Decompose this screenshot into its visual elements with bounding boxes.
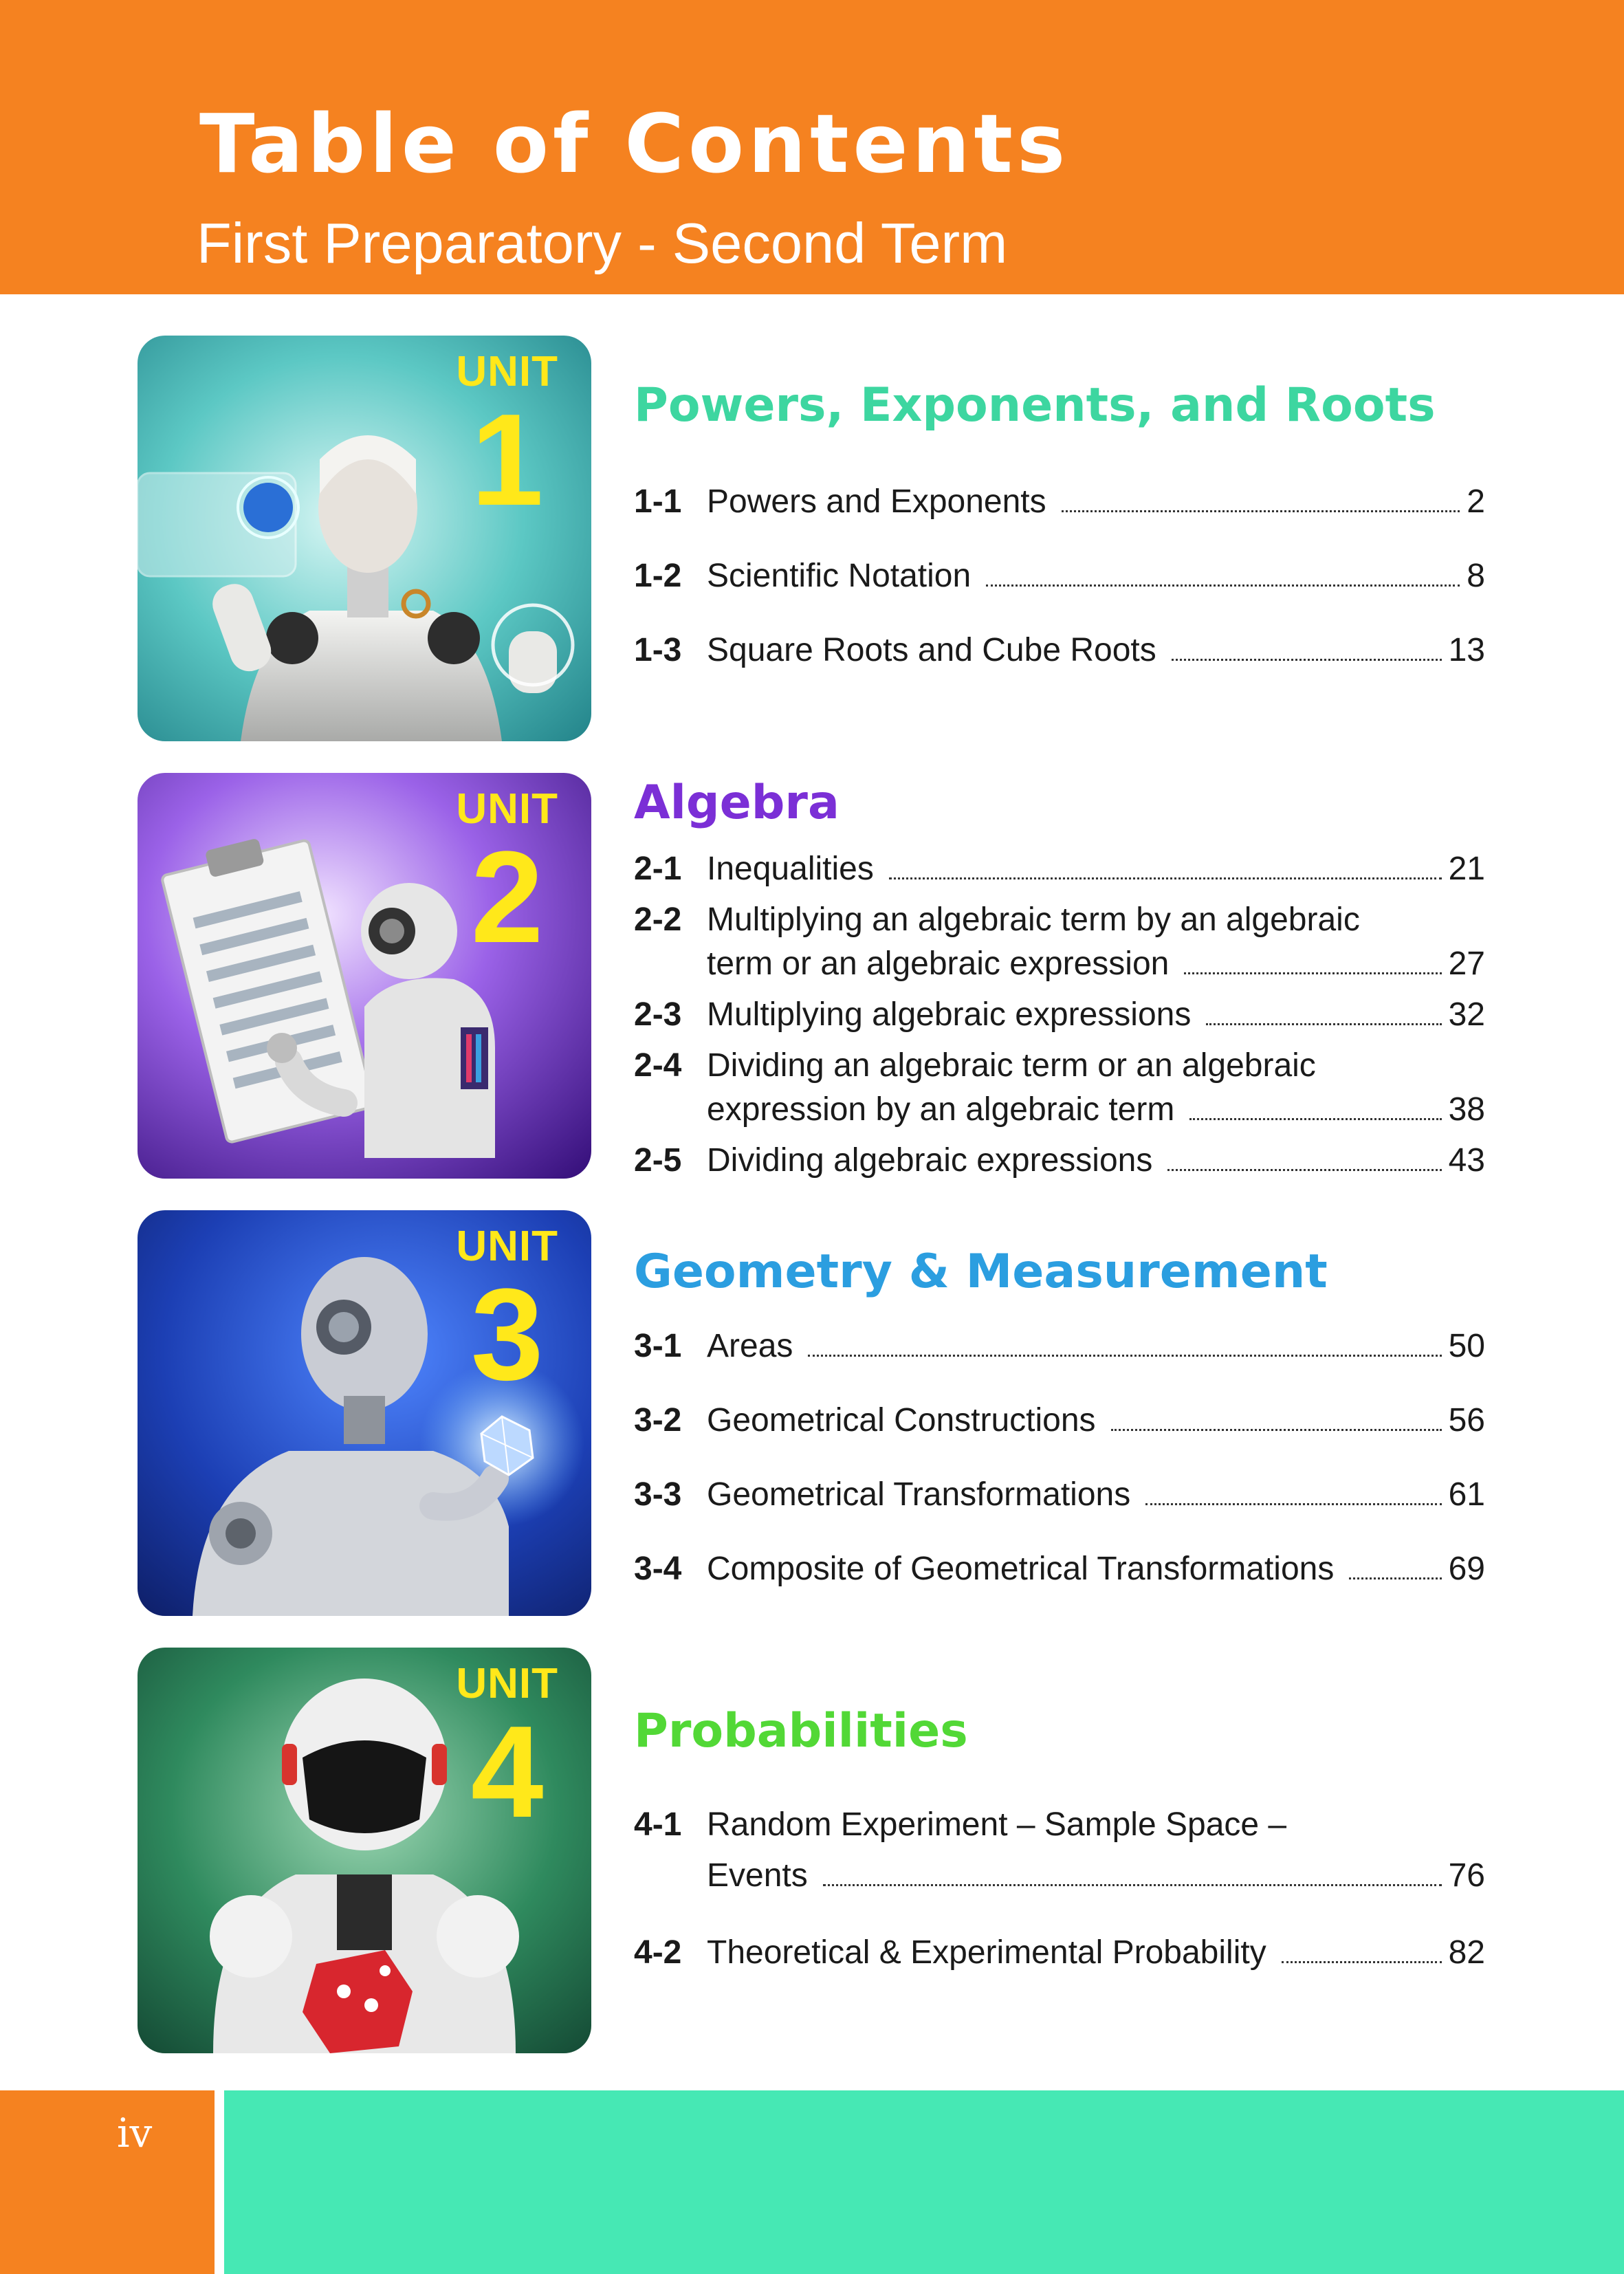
dot-leader bbox=[1349, 1577, 1441, 1579]
toc-entry[interactable] bbox=[634, 853, 1485, 897]
unit-1-title: Powers, Exponents, and Roots bbox=[634, 378, 1436, 433]
lesson-title: Random Experiment – Sample Space – bbox=[707, 1806, 1287, 1843]
page-number: 32 bbox=[1448, 996, 1485, 1033]
unit-3-image bbox=[138, 1210, 591, 1616]
footer-orange-block bbox=[0, 2090, 215, 2274]
page-number: 61 bbox=[1448, 1476, 1485, 1513]
dot-leader bbox=[1282, 1961, 1442, 1963]
page-number: 76 bbox=[1448, 1857, 1485, 1894]
dot-leader bbox=[1189, 1118, 1441, 1120]
lesson-title: Dividing algebraic expressions bbox=[707, 1142, 1153, 1179]
toc-entry[interactable] bbox=[634, 1936, 1485, 1980]
toc-entry[interactable] bbox=[634, 998, 1485, 1042]
unit-1-image bbox=[138, 336, 591, 741]
page-number: 56 bbox=[1448, 1402, 1485, 1439]
footer-teal-band bbox=[224, 2090, 1624, 2274]
page-number: 21 bbox=[1448, 851, 1485, 887]
toc-entry[interactable] bbox=[634, 901, 1485, 992]
toc-entry[interactable] bbox=[634, 634, 1485, 678]
lesson-title: Composite of Geometrical Transformations bbox=[707, 1551, 1335, 1587]
lesson-title: Theoretical & Experimental Probability bbox=[707, 1934, 1266, 1971]
page-number: 50 bbox=[1448, 1328, 1485, 1364]
lesson-number: 3-4 bbox=[634, 1551, 682, 1587]
page-number: 2 bbox=[1467, 483, 1485, 520]
lesson-number: 1-3 bbox=[634, 632, 682, 668]
unit-badge: UNIT 2 bbox=[456, 785, 558, 970]
unit-badge: UNIT 4 bbox=[456, 1660, 558, 1845]
toc-entry[interactable] bbox=[634, 1330, 1485, 1374]
lesson-title-continued: expression by an algebraic term bbox=[707, 1091, 1175, 1128]
toc-entry[interactable] bbox=[634, 1404, 1485, 1448]
lesson-title: Powers and Exponents bbox=[707, 483, 1046, 520]
dot-leader bbox=[823, 1884, 1442, 1886]
page-number: 82 bbox=[1448, 1934, 1485, 1971]
lesson-title-continued: term or an algebraic expression bbox=[707, 945, 1170, 982]
lesson-title: Inequalities bbox=[707, 851, 874, 887]
header-banner bbox=[0, 0, 1624, 294]
toc-entry[interactable] bbox=[634, 485, 1485, 529]
unit-3-title: Geometry & Measurement bbox=[634, 1245, 1328, 1299]
lesson-number: 3-2 bbox=[634, 1402, 682, 1439]
footer-divider bbox=[215, 2090, 224, 2274]
toc-entry[interactable] bbox=[634, 1144, 1485, 1188]
toc-entry[interactable] bbox=[634, 1553, 1485, 1597]
page-title: Table of Contents bbox=[199, 96, 1070, 191]
dot-leader bbox=[889, 877, 1442, 879]
dot-leader bbox=[1111, 1429, 1442, 1431]
unit-4-image bbox=[138, 1648, 591, 2053]
unit-badge: UNIT 3 bbox=[456, 1223, 558, 1408]
toc-entry[interactable] bbox=[634, 1049, 1485, 1137]
unit-4-title: Probabilities bbox=[634, 1704, 968, 1758]
dot-leader bbox=[808, 1355, 1441, 1357]
lesson-number: 1-1 bbox=[634, 483, 682, 520]
page-number: 27 bbox=[1448, 945, 1485, 982]
dot-leader bbox=[1167, 1169, 1441, 1171]
dot-leader bbox=[1145, 1503, 1441, 1505]
lesson-number: 1-2 bbox=[634, 558, 682, 594]
toc-entry[interactable] bbox=[634, 560, 1485, 604]
lesson-title-continued: Events bbox=[707, 1857, 808, 1894]
lesson-title: Square Roots and Cube Roots bbox=[707, 632, 1156, 668]
lesson-title: Geometrical Transformations bbox=[707, 1476, 1131, 1513]
lesson-number: 2-2 bbox=[634, 901, 682, 938]
unit-2-title: Algebra bbox=[634, 776, 840, 830]
dot-leader bbox=[986, 584, 1460, 587]
lesson-title: Scientific Notation bbox=[707, 558, 972, 594]
lesson-title: Dividing an algebraic term or an algebraic bbox=[707, 1047, 1316, 1084]
page-number: 38 bbox=[1448, 1091, 1485, 1128]
lesson-title: Geometrical Constructions bbox=[707, 1402, 1096, 1439]
lesson-number: 2-3 bbox=[634, 996, 682, 1033]
lesson-number: 3-1 bbox=[634, 1328, 682, 1364]
page-number: 13 bbox=[1448, 632, 1485, 668]
unit-2-image bbox=[138, 773, 591, 1179]
lesson-number: 3-3 bbox=[634, 1476, 682, 1513]
lesson-number: 4-1 bbox=[634, 1806, 682, 1843]
toc-entry[interactable] bbox=[634, 1808, 1485, 1903]
lesson-title: Areas bbox=[707, 1328, 793, 1364]
page-folio: iv bbox=[117, 2110, 153, 2156]
dot-leader bbox=[1172, 659, 1442, 661]
lesson-number: 2-5 bbox=[634, 1142, 682, 1179]
lesson-number: 2-1 bbox=[634, 851, 682, 887]
lesson-number: 2-4 bbox=[634, 1047, 682, 1084]
unit-badge: UNIT 1 bbox=[456, 348, 558, 533]
page-number: 69 bbox=[1448, 1551, 1485, 1587]
dot-leader bbox=[1184, 972, 1441, 974]
toc-entry[interactable] bbox=[634, 1478, 1485, 1522]
page-number: 8 bbox=[1467, 558, 1485, 594]
dot-leader bbox=[1206, 1023, 1441, 1025]
dot-leader bbox=[1062, 510, 1460, 512]
lesson-number: 4-2 bbox=[634, 1934, 682, 1971]
page-number: 43 bbox=[1448, 1142, 1485, 1179]
page-subtitle: First Preparatory - Second Term bbox=[197, 211, 1008, 275]
lesson-title: Multiplying an algebraic term by an algebraic bbox=[707, 901, 1360, 938]
lesson-title: Multiplying algebraic expressions bbox=[707, 996, 1192, 1033]
